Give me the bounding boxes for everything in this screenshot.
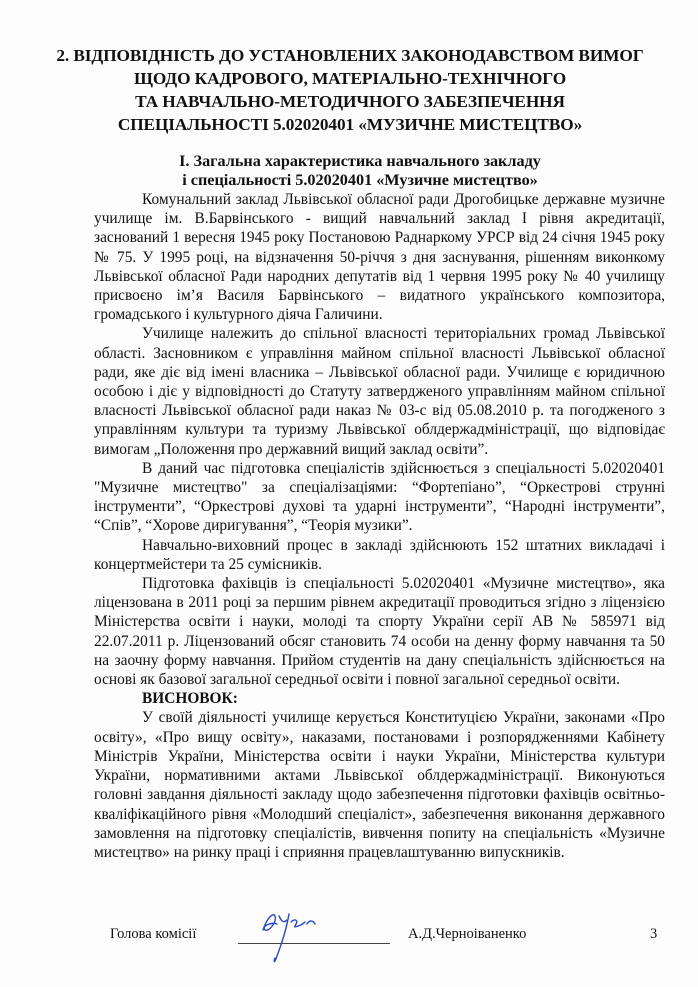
signature-footer [0, 916, 698, 976]
title-line: ЩОДО КАДРОВОГО, МАТЕРІАЛЬНО-ТЕХНІЧНОГО [133, 69, 567, 88]
signatory-name: А.Д.Черноіваненко [408, 926, 527, 942]
page-number: 3 [650, 926, 658, 942]
signatory-role: Голова комісії [110, 926, 197, 942]
title-line: 2. ВІДПОВІДНІСТЬ ДО УСТАНОВЛЕНИХ ЗАКОНОДАВСТВОМ ВИМОГ [56, 46, 644, 65]
subtitle-line: І. Загальна характеристика навчального закладу [179, 152, 541, 170]
paragraph-license: Підготовка фахівців із спеціальності 5.02020401 «Музичне мистецтво», яка ліцензована в 2011 році за першим рівнем акредитації проводиться згідно з ліцензією Міністерства освіти і науки, молоді та спорту України серії АВ № 585971 від 22.07.2011 р. Ліцензований обсяг становить 74 особи на денну форму навчання та 50 на заочну форму навчання. Прийом студентів на дану спеціальність здійснюється на основі як базової загальної середньої освіти і повної загальної середньої освіти. [94, 575, 665, 689]
title-line: ТА НАВЧАЛЬНО-МЕТОДИЧНОГО ЗАБЕЗПЕЧЕННЯ [135, 92, 565, 111]
paragraph-specializations: В даний час підготовка спеціалістів здійснюється з спеціальності 5.02020401 "Музичне мистецтво" за спеціалізаціями: “Фортепіано”, “Оркестрові струнні інструменти”, “Оркестрові духові та ударні інструменти”, “Народні інструменти”, “Спів”, “Хорове диригування”, “Теорія музики”. [94, 459, 665, 535]
conclusion-paragraph: У своїй діяльності училище керується Конституцією України, законами «Про освіту», «Про вищу освіту», наказами, постановами і розпорядженнями Кабінету Міністрів України, Міністерства освіти і науки України, Міністерства культури України, нормативними актами Львівської облдержадміністрації. Виконуються головні завдання діяльності закладу щодо забезпечення підготовки фахівців освітньо-кваліфікаційного рівня «Молодший спеціаліст», забезпечення виконання державного замовлення на підготовку спеціалістів, вивчення попиту на спеціальність «Музичне мистецтво» на ринку праці і сприяння працевлаштуванню випускників. [94, 709, 665, 861]
section-title [40, 44, 660, 136]
conclusion-heading: ВИСНОВОК: [142, 690, 238, 708]
subsection-title [60, 152, 660, 190]
document-body [94, 190, 665, 862]
paragraph-ownership: Училище належить до спільної власності територіальних громад Львівської області. Засновником є управління майном спільної власності Львівської обласної ради, яке діє від імені власника – Львівської обласної ради. Училище є юридичною особою і діє у відповідності до Статуту затвердженого управлінням майном спільної власності Львівської обласної ради наказ № 03-с від 05.08.2010 р. та погодженого з управлінням культури та туризму Львівської облдержадміністрації, що відповідає вимогам „Положення про державний вищий заклад освіти”. [94, 325, 665, 458]
paragraph-staff: Навчально-виховний процес в закладі здійснюють 152 штатних викладачі і концертмейстери та 25 сумісників. [94, 536, 665, 573]
subtitle-line: і спеціальності 5.02020401 «Музичне мистецтво» [182, 171, 538, 189]
title-line: СПЕЦІАЛЬНОСТІ 5.02020401 «МУЗИЧНЕ МИСТЕЦТВО» [117, 115, 583, 134]
signature-icon [255, 904, 325, 974]
paragraph-history: Комунальний заклад Львівської обласної ради Дрогобицьке державне музичне училище ім. В.Барвінського - вищий навчальний заклад І рівня акредитації, заснований 1 вересня 1945 року Постановою Раднаркому УРСР від 24 січня 1945 року № 75. У 1995 році, на відзначення 50-річчя з дня заснування, рішенням виконкому Львівської обласної Ради народних депутатів від 1 червня 1995 року № 40 училищу присвоєно ім’я Василя Барвінського – видатного українського композитора, громадського і культурного діяча Галичини. [94, 191, 665, 324]
